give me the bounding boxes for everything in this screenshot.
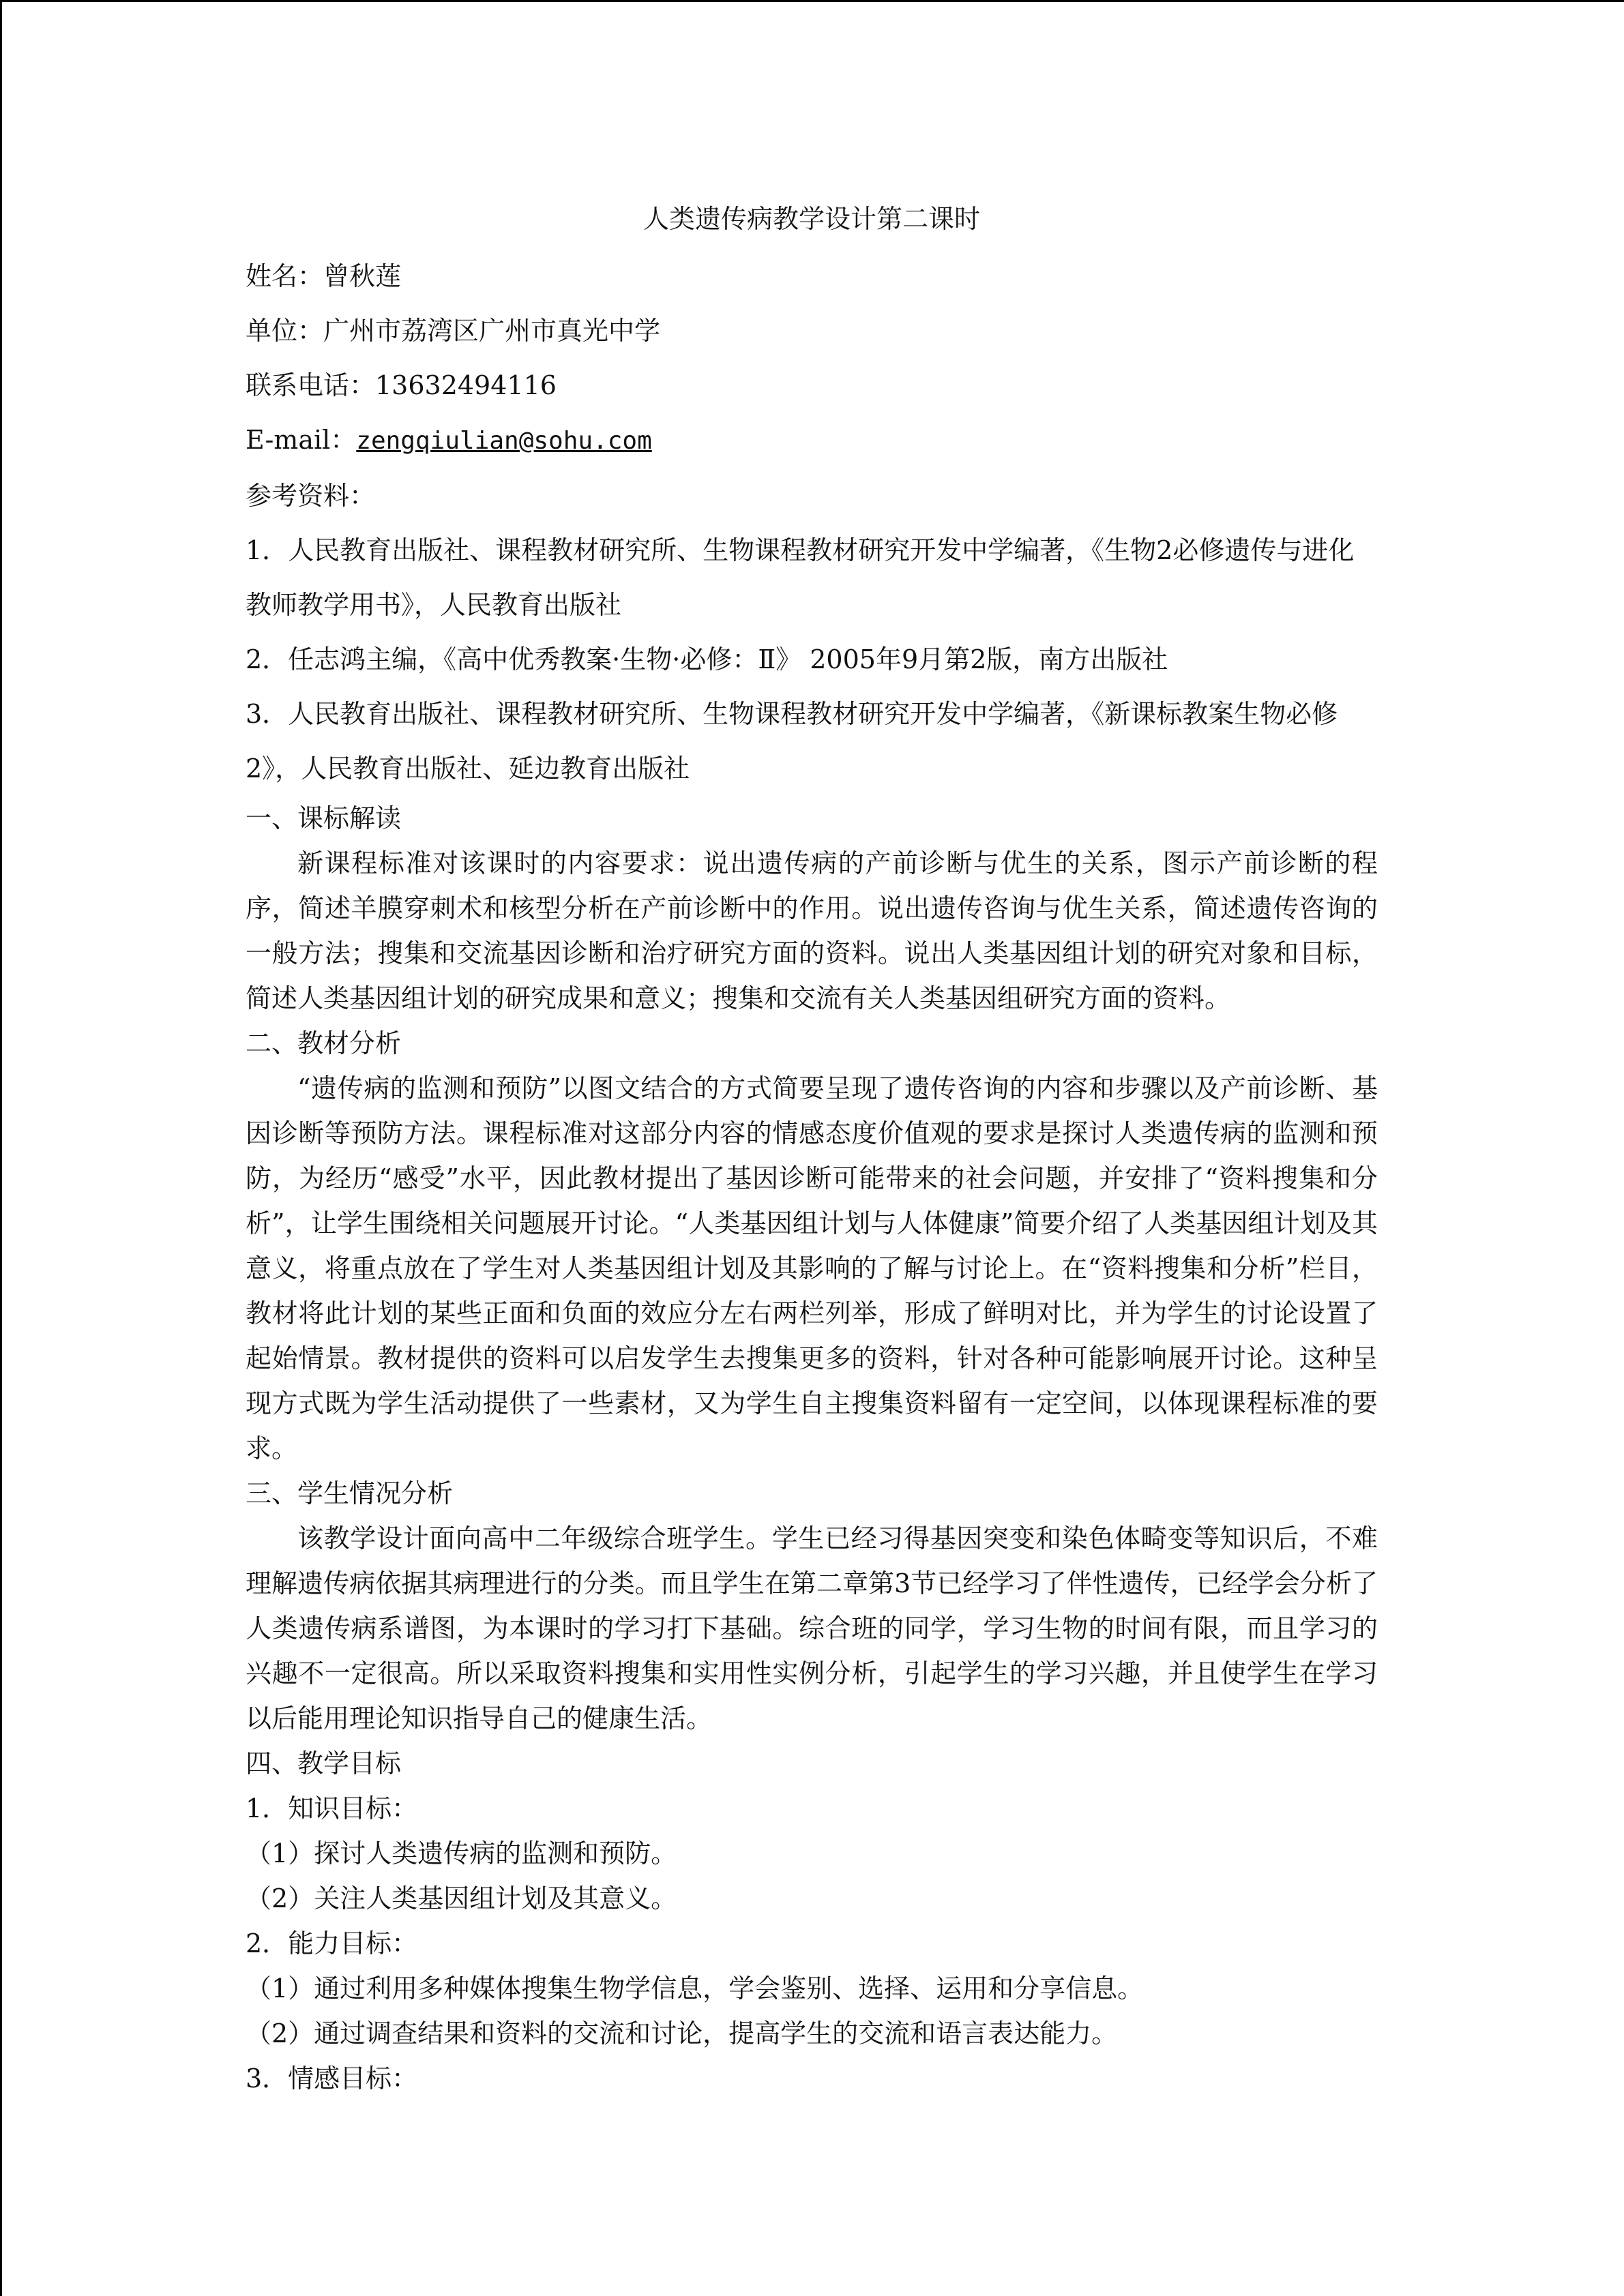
email-label: E-mail： xyxy=(246,425,357,455)
ability-goal-item-1: （1）通过利用多种媒体搜集生物学信息，学会鉴别、选择、运用和分享信息。 xyxy=(246,1973,1144,2003)
section-heading-goals: 四、教学目标 xyxy=(246,1748,402,1778)
section-heading-students: 三、学生情况分析 xyxy=(246,1478,454,1508)
page-border-left xyxy=(0,0,2,2296)
page-border-top xyxy=(0,0,1624,2)
section-paragraph-textbook: “遗传病的监测和预防”以图文结合的方式简要呈现了遗传咨询的内容和步骤以及产前诊断、基因诊断等预防方法。课程标准对这部分内容的情感态度价值观的要求是探讨人类遗传病的监测和预防，为经历“感受”水平，因此教材提出了基因诊断可能带来的社会问题，并安排了“资料搜集和分析”，让学生围绕相关问题展开讨论。“人类基因组计划与人体健康”简要介绍了人类基因组计划及其意义，将重点放在了学生对人类基因组计划及其影响的了解与讨论上。在“资料搜集和分析”栏目，教材将此计划的某些正面和负面的效应分左右两栏列举，形成了鲜明对比，并为学生的讨论设置了起始情景。教材提供的资料可以启发学生去搜集更多的资料，针对各种可能影响展开讨论。这种呈现方式既为学生活动提供了一些素材，又为学生自主搜集资料留有一定空间，以体现课程标准的要求。 xyxy=(246,1073,1378,1463)
knowledge-goal-item-2: （2）关注人类基因组计划及其意义。 xyxy=(246,1883,677,1913)
phone-line: 联系电话：13632494116 xyxy=(246,370,557,400)
section-heading-standards: 一、课标解读 xyxy=(246,803,402,833)
reference-item-2: 2．任志鸿主编，《高中优秀教案·生物·必修：Ⅱ》 2005年9月第2版，南方出版社 xyxy=(246,644,1168,674)
emotion-goals-label: 3．情感目标： xyxy=(246,2063,418,2093)
reference-item-3: 3．人民教育出版社、课程教材研究所、生物课程教材研究开发中学编著，《新课标教案生物必修2》，人民教育出版社、延边教育出版社 xyxy=(246,699,1338,784)
email-line xyxy=(246,413,1378,468)
ability-goal-item-2: （2）通过调查结果和资料的交流和讨论，提高学生的交流和语言表达能力。 xyxy=(246,2018,1118,2048)
document-title: 人类遗传病教学设计第二课时 xyxy=(643,204,980,234)
references-label: 参考资料： xyxy=(246,481,376,511)
section-paragraph-students: 该教学设计面向高中二年级综合班学生。学生已经习得基因突变和染色体畸变等知识后，不难理解遗传病依据其病理进行的分类。而且学生在第二章第3节已经学习了伴性遗传，已经学会分析了人类遗传病系谱图，为本课时的学习打下基础。综合班的同学，学习生物的时间有限，而且学习的兴趣不一定很高。所以采取资料搜集和实用性实例分析，引起学生的学习兴趣，并且使学生在学习以后能用理论知识指导自己的健康生活。 xyxy=(246,1523,1378,1733)
knowledge-goal-item-1: （1）探讨人类遗传病的监测和预防。 xyxy=(246,1838,677,1868)
knowledge-goals-label: 1．知识目标： xyxy=(246,1793,418,1823)
section-paragraph-standards: 新课程标准对该课时的内容要求：说出遗传病的产前诊断与优生的关系，图示产前诊断的程序，简述羊膜穿刺术和核型分析在产前诊断中的作用。说出遗传咨询与优生关系，简述遗传咨询的一般方法；搜集和交流基因诊断和治疗研究方面的资料。说出人类基因组计划的研究对象和目标，简述人类基因组计划的研究成果和意义；搜集和交流有关人类基因组研究方面的资料。 xyxy=(246,848,1378,1013)
reference-item-1: 1．人民教育出版社、课程教材研究所、生物课程教材研究开发中学编著，《生物2必修遗传与进化教师教学用书》，人民教育出版社 xyxy=(246,535,1355,620)
document-body xyxy=(246,194,1378,2101)
section-heading-textbook: 二、教材分析 xyxy=(246,1028,402,1058)
email-link[interactable]: zengqiulian@sohu.com xyxy=(356,427,652,455)
ability-goals-label: 2．能力目标： xyxy=(246,1928,418,1958)
unit-line: 单位：广州市荔湾区广州市真光中学 xyxy=(246,316,661,346)
author-line: 姓名：曾秋莲 xyxy=(246,261,402,291)
